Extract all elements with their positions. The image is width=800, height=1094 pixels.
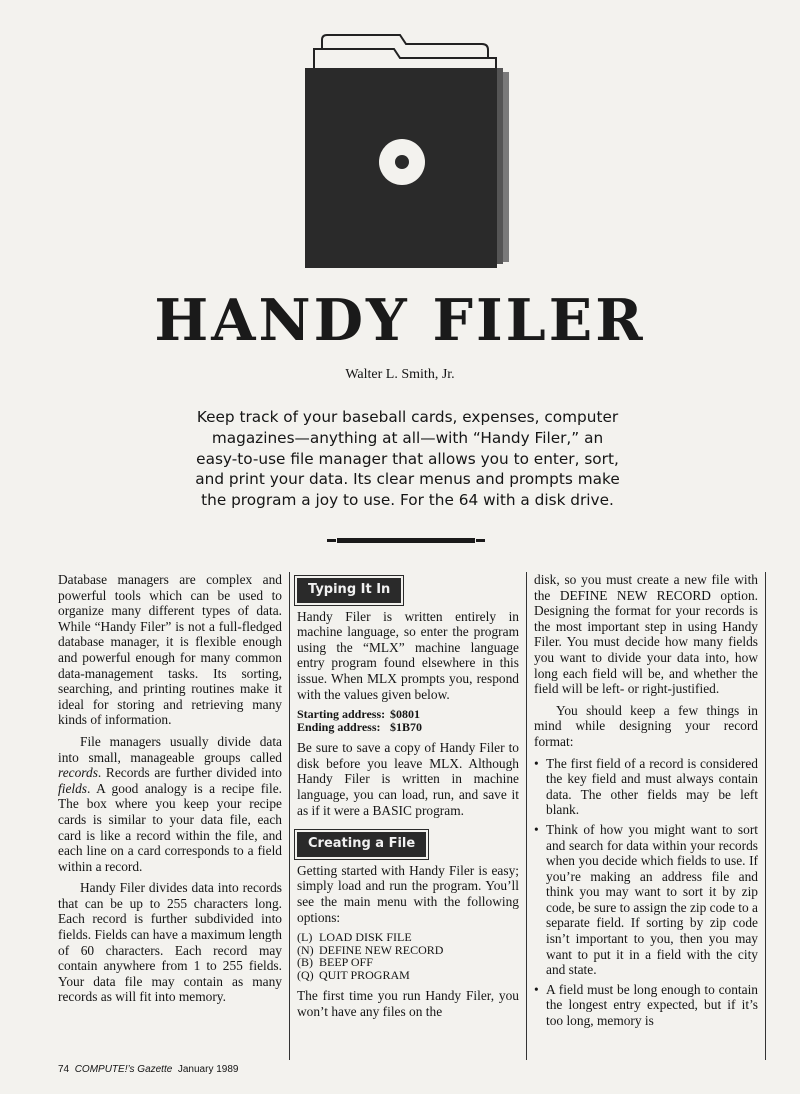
menu-option: (B) BEEP OFF: [297, 955, 373, 970]
end-address-label: Ending address:: [297, 720, 381, 735]
column-1: [58, 572, 282, 1011]
article-title: HANDY FILER: [154, 287, 646, 354]
start-address-value: $0801: [390, 707, 420, 722]
list-item: • A field must be long enough to contain the longest entry expected, but if it’s too long, memory is: [534, 982, 758, 1029]
column-rule: [765, 572, 766, 1060]
list-item: • The first field of a record is considered the key field and must always contain data. The other fields may be left blank.: [534, 756, 758, 818]
page-footer: [58, 1064, 238, 1075]
paragraph: Handy Filer is written entirely in machine language, so enter the program using the “MLX” machine language entry program found elsewhere in this issue. When MLX prompts you, respond with the values given below.: [297, 608, 519, 702]
author-byline: Walter L. Smith, Jr.: [345, 367, 455, 382]
tips-list: [534, 756, 758, 1029]
list-item: • Think of how you might want to sort and search for data within your records when you decide which fields to use. If you’re making an address file and think you may want to sort it by zip code, be sure to assign the zip code to a separate field. If sorting by zip code isn’t important to you, then you may want to put it in a field with the city and state.: [534, 822, 758, 978]
issue-date: January 1989: [177, 1064, 239, 1075]
magazine-name: COMPUTE!’s Gazette: [74, 1064, 173, 1075]
address-block: [297, 708, 519, 734]
section-heading-creating: Creating a File: [297, 832, 426, 857]
deck-divider: [337, 538, 475, 543]
paragraph: You should keep a few things in mind while designing your record format:: [534, 702, 758, 749]
paragraph: The first time you run Handy Filer, you won’t have any files on the: [297, 988, 519, 1019]
column-rule: [526, 572, 527, 1060]
end-address-value: $1B70: [390, 720, 423, 735]
paragraph: Handy Filer divides data into records that can be up to 255 characters long. Each record is further subdivided into fields. Fields can have a maximum length of 60 characters. Each record may contain anywhere from 1 to 255 fields. Your data file may contain as many records as will fit into memory.: [58, 880, 282, 1005]
menu-option: (N) DEFINE NEW RECORD: [297, 942, 444, 957]
page-number: 74: [58, 1064, 70, 1075]
paragraph: File managers usually divide data into small, manageable groups called records. Records are further divided into fields. A good analogy is a recipe file. The box where you keep your recipe cards is similar to your data file, each card is like a record within the file, and each line on a card corresponds to a field within a record.: [58, 733, 282, 874]
paragraph: Getting started with Handy Filer is easy; simply load and run the program. You’ll see the main menu with the following options:: [297, 862, 519, 925]
section-heading-typing: Typing It In: [297, 578, 401, 603]
column-rule: [289, 572, 290, 1060]
start-address-label: Starting address:: [297, 707, 386, 722]
article-deck: Keep track of your baseball cards, expenses, computer magazines—anything at all—with “Handy Filer,” an easy-to-use file manager that allows you to enter, sort, and print your data. Its clear menus and prompts make the program a joy to use. For the 64 with a disk drive.: [195, 408, 620, 510]
main-menu-list: [297, 931, 519, 981]
menu-option: (Q) QUIT PROGRAM: [297, 967, 410, 982]
menu-option: (L) LOAD DISK FILE: [297, 930, 412, 945]
paragraph: Database managers are complex and powerful tools which can be used to organize many different types of data. While “Handy Filer” is not a full-fledged database manager, it is flexible enough and powerful enough for many common data-management tasks. Its sorting, searching, and printing routines make it ideal for storing and retrieving many kinds of information.: [58, 572, 282, 728]
paragraph: disk, so you must create a new file with the DEFINE NEW RECORD option. Designing the format for your records is the most important step in using Handy Filer. You must decide how many fields you want to divide your data into, how long each field will be, and whether the field will be left- or right-justified.: [534, 572, 758, 697]
column-3: [534, 572, 758, 1033]
column-2: [297, 572, 519, 1025]
paragraph: Be sure to save a copy of Handy Filer to disk before you leave MLX. Although Handy Filer is written in machine language, you can load, run, and save it as if it were a BASIC program.: [297, 740, 519, 818]
floppy-disk-icon: [300, 34, 530, 270]
